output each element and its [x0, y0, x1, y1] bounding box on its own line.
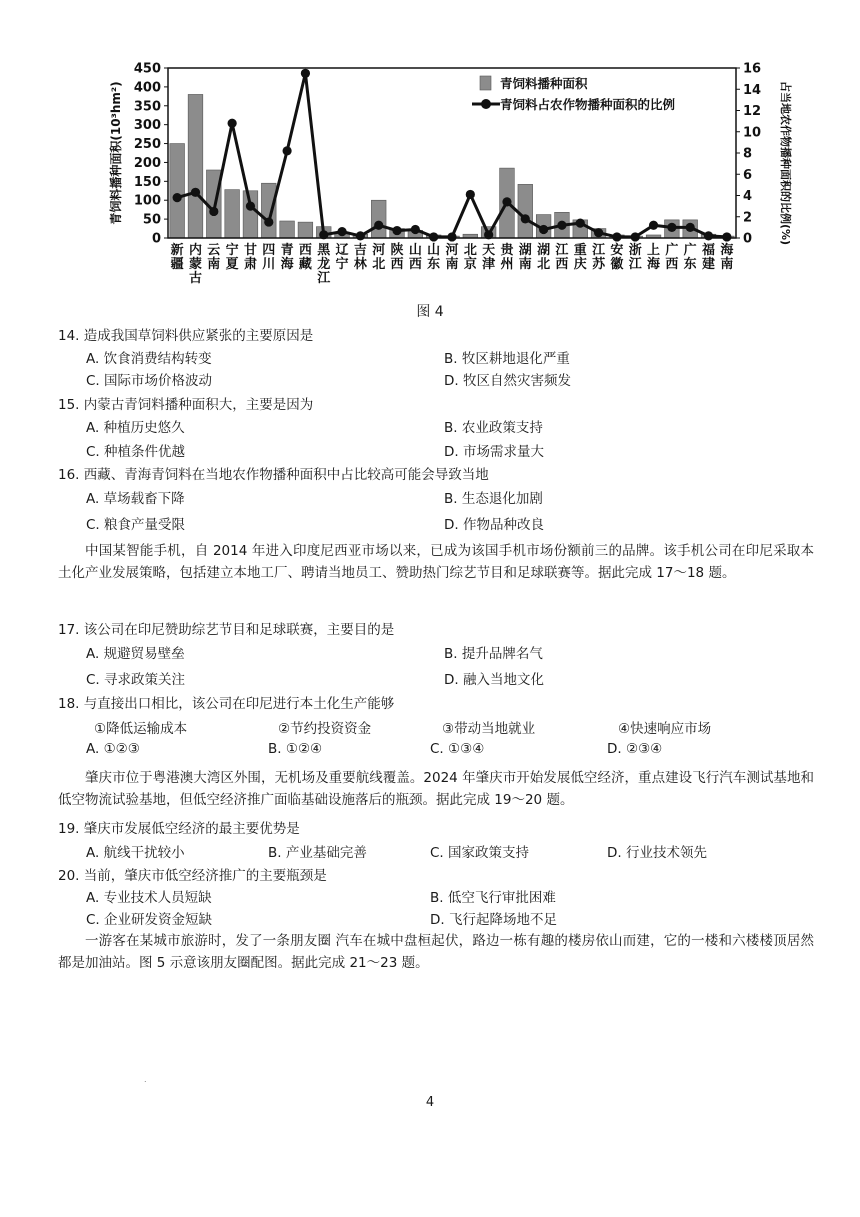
- passage-19-20: 肇庆市位于粤港澳大湾区外围，无机场及重要航线覆盖。2024 年肇庆市开始发展低空经济，重点建设飞行汽车测试基地和低空物流试验基地，但低空经济推广面临基础设施落后的瓶颈。据此完成 19～20 题。: [58, 770, 814, 808]
- question-15-stem: 15. 内蒙古青饲料播种面积大，主要是因为: [58, 397, 314, 413]
- q17-option-b: B. 提升品牌名气: [444, 646, 543, 662]
- question-17-stem: 17. 该公司在印尼赞助综艺节目和足球联赛，主要目的是: [58, 622, 395, 638]
- bar-新疆: [170, 144, 185, 238]
- ratio-point-福建: [704, 231, 713, 240]
- ratio-point-青海: [282, 146, 291, 155]
- category-label: 陕西: [390, 243, 404, 272]
- legend-line-marker: [481, 99, 491, 109]
- left-axis-title: 青饲料播种面积(10³hm²): [109, 81, 123, 225]
- q18-option-d: D. ②③④: [607, 741, 663, 757]
- category-label: 北京: [463, 243, 477, 272]
- right-tick-label: 0: [743, 231, 753, 247]
- ratio-point-吉林: [356, 231, 365, 240]
- q15-option-b: B. 农业政策支持: [444, 420, 543, 436]
- q20-option-a: A. 专业技术人员短缺: [86, 890, 212, 906]
- category-label: 安徽: [610, 243, 624, 272]
- category-label: 四川: [262, 243, 276, 272]
- category-label: 上海: [647, 243, 661, 272]
- ratio-point-陕西: [392, 226, 401, 235]
- ratio-point-江西: [557, 221, 566, 230]
- category-label: 山东: [427, 243, 441, 272]
- bar-河北: [371, 200, 386, 238]
- question-16-stem: 16. 西藏、青海青饲料在当地农作物播种面积中占比较高可能会导致当地: [58, 467, 489, 483]
- q18-option-b: B. ①②④: [268, 741, 323, 757]
- q16-option-a: A. 草场载畜下降: [86, 491, 185, 507]
- category-label: 江苏: [592, 243, 606, 272]
- bar-甘肃: [243, 191, 258, 238]
- ratio-point-山东: [429, 232, 438, 241]
- question-19-stem: 19. 肇庆市发展低空经济的最主要优势是: [58, 821, 300, 837]
- ratio-point-北京: [466, 190, 475, 199]
- page-number: 4: [425, 1095, 435, 1110]
- passage-17-18: 中国某智能手机，自 2014 年进入印度尼西亚市场以来，已成为该国手机市场份额前三的品牌。该手机公司在印尼采取本土化产业发展策略，包括建立本地工厂、聘请当地员工、赞助热门综艺节目和足球联赛等。据此完成 17～18 题。: [58, 543, 814, 581]
- category-label: 贵州: [500, 243, 514, 272]
- stray-mark: .: [144, 1075, 147, 1084]
- ratio-point-浙江: [631, 232, 640, 241]
- ratio-point-甘肃: [246, 202, 255, 211]
- category-label: 黑龙江: [317, 243, 331, 286]
- legend-line-label: 青饲料占农作物播种面积的比例: [500, 97, 676, 112]
- q15-option-a: A. 种植历史悠久: [86, 420, 185, 436]
- q15-option-c: C. 种植条件优越: [86, 444, 186, 460]
- passage-21-23: 一游客在某城市旅游时，发了一条朋友圈 汽车在城中盘桓起伏，路边一栋有趣的楼房依山而建，它的一楼和六楼楼顶居然都是加油站。图 5 示意该朋友圈配图。据此完成 21～23 题。: [58, 933, 814, 971]
- category-label: 天津: [482, 243, 496, 272]
- q20-option-c: C. 企业研发资金短缺: [86, 912, 213, 928]
- q17-option-a: A. 规避贸易壁垒: [86, 646, 185, 662]
- left-tick-label: 250: [133, 137, 161, 153]
- right-tick-label: 4: [743, 189, 753, 204]
- q18-option-c: C. ①③④: [430, 741, 485, 757]
- ratio-point-河南: [447, 232, 456, 241]
- category-label: 广西: [665, 243, 679, 272]
- category-label: 湖北: [537, 243, 551, 272]
- q18-item-4: ④快速响应市场: [618, 721, 712, 737]
- ratio-point-宁夏: [228, 119, 237, 128]
- ratio-point-广西: [667, 223, 676, 232]
- category-label: 山西: [408, 243, 422, 272]
- category-label: 甘肃: [243, 243, 257, 272]
- q19-option-c: C. 国家政策支持: [430, 845, 530, 861]
- category-label: 湖南: [518, 243, 532, 272]
- bar-宁夏: [225, 190, 240, 238]
- category-label: 江西: [555, 243, 569, 272]
- q14-option-b: B. 牧区耕地退化严重: [444, 351, 570, 367]
- ratio-point-海南: [722, 232, 731, 241]
- category-label: 内蒙古: [188, 243, 202, 286]
- category-label: 吉林: [353, 243, 367, 272]
- q18-item-1: ①降低运输成本: [94, 721, 188, 737]
- q16-option-c: C. 粮食产量受限: [86, 517, 186, 533]
- q18-option-a: A. ①②③: [86, 741, 140, 757]
- category-label: 海南: [720, 243, 734, 272]
- q19-option-a: A. 航线干扰较小: [86, 845, 185, 861]
- left-tick-label: 200: [133, 155, 161, 171]
- ratio-point-广东: [686, 223, 695, 232]
- category-label: 福建: [702, 243, 716, 272]
- left-tick-label: 150: [133, 174, 161, 190]
- ratio-point-河北: [374, 221, 383, 230]
- category-label: 云南: [207, 243, 221, 272]
- bar-青海: [280, 221, 295, 238]
- ratio-point-内蒙古: [191, 188, 200, 197]
- category-label: 河北: [372, 243, 386, 272]
- bar-四川: [261, 183, 276, 238]
- left-tick-label: 400: [133, 80, 161, 96]
- q15-option-d: D. 市场需求量大: [444, 444, 544, 460]
- q18-item-3: ③带动当地就业: [442, 721, 536, 737]
- question-20-stem: 20. 当前，肇庆市低空经济推广的主要瓶颈是: [58, 868, 327, 884]
- right-tick-label: 12: [743, 104, 762, 119]
- bar-西藏: [298, 222, 313, 238]
- left-tick-label: 300: [133, 118, 161, 134]
- ratio-point-辽宁: [337, 227, 346, 236]
- crop-area-chart: [100, 58, 790, 320]
- ratio-point-湖南: [521, 214, 530, 223]
- category-label: 重庆: [573, 243, 587, 272]
- category-label: 宁夏: [225, 243, 239, 272]
- ratio-point-江苏: [594, 228, 603, 237]
- ratio-point-上海: [649, 221, 658, 230]
- category-label: 河南: [445, 243, 459, 272]
- bar-内蒙古: [188, 94, 203, 238]
- category-label: 青海: [280, 243, 294, 272]
- ratio-point-西藏: [301, 69, 310, 78]
- left-tick-label: 0: [151, 231, 161, 247]
- right-tick-label: 6: [743, 167, 753, 183]
- q14-option-c: C. 国际市场价格波动: [86, 373, 213, 389]
- q14-option-a: A. 饮食消费结构转变: [86, 351, 212, 367]
- q18-item-2: ②节约投资资金: [278, 721, 372, 737]
- q16-option-b: B. 生态退化加剧: [444, 491, 543, 507]
- legend-bar-swatch: [480, 76, 491, 90]
- q19-option-d: D. 行业技术领先: [607, 845, 707, 861]
- left-tick-label: 100: [133, 193, 161, 209]
- right-tick-label: 10: [743, 125, 762, 141]
- q20-option-d: D. 飞行起降场地不足: [430, 912, 557, 928]
- right-tick-label: 8: [743, 146, 753, 162]
- right-tick-label: 2: [743, 210, 753, 226]
- figure-caption: 图 4: [416, 304, 444, 320]
- category-label: 广东: [683, 243, 697, 272]
- ratio-point-新疆: [173, 193, 182, 202]
- ratio-point-四川: [264, 217, 273, 226]
- bar-湖南: [518, 184, 533, 238]
- question-18-stem: 18. 与直接出口相比，该公司在印尼进行本土化生产能够: [58, 696, 395, 712]
- q14-option-d: D. 牧区自然灾害频发: [444, 373, 571, 389]
- ratio-point-贵州: [502, 197, 511, 206]
- question-14-stem: 14. 造成我国草饲料供应紧张的主要原因是: [58, 328, 314, 344]
- ratio-point-山西: [411, 225, 420, 234]
- ratio-point-湖北: [539, 225, 548, 234]
- category-label: 辽宁: [335, 243, 349, 272]
- left-tick-label: 350: [133, 99, 161, 115]
- q20-option-b: B. 低空飞行审批困难: [430, 890, 556, 906]
- ratio-point-云南: [209, 207, 218, 216]
- right-axis-title: 占当地农作物播种面积的比例(%): [779, 80, 792, 246]
- ratio-point-安徽: [612, 232, 621, 241]
- left-tick-label: 450: [133, 61, 161, 77]
- q17-option-d: D. 融入当地文化: [444, 672, 544, 688]
- category-label: 浙江: [628, 243, 642, 272]
- q16-option-d: D. 作物品种改良: [444, 517, 544, 533]
- left-tick-label: 50: [142, 212, 161, 228]
- ratio-point-重庆: [576, 219, 585, 228]
- right-tick-label: 14: [743, 82, 762, 98]
- legend-bar-label: 青饲料播种面积: [500, 76, 588, 91]
- category-label: 西藏: [298, 243, 312, 272]
- right-tick-label: 16: [743, 61, 762, 77]
- q19-option-b: B. 产业基础完善: [268, 845, 367, 861]
- q17-option-c: C. 寻求政策关注: [86, 672, 186, 688]
- category-label: 新疆: [170, 243, 184, 272]
